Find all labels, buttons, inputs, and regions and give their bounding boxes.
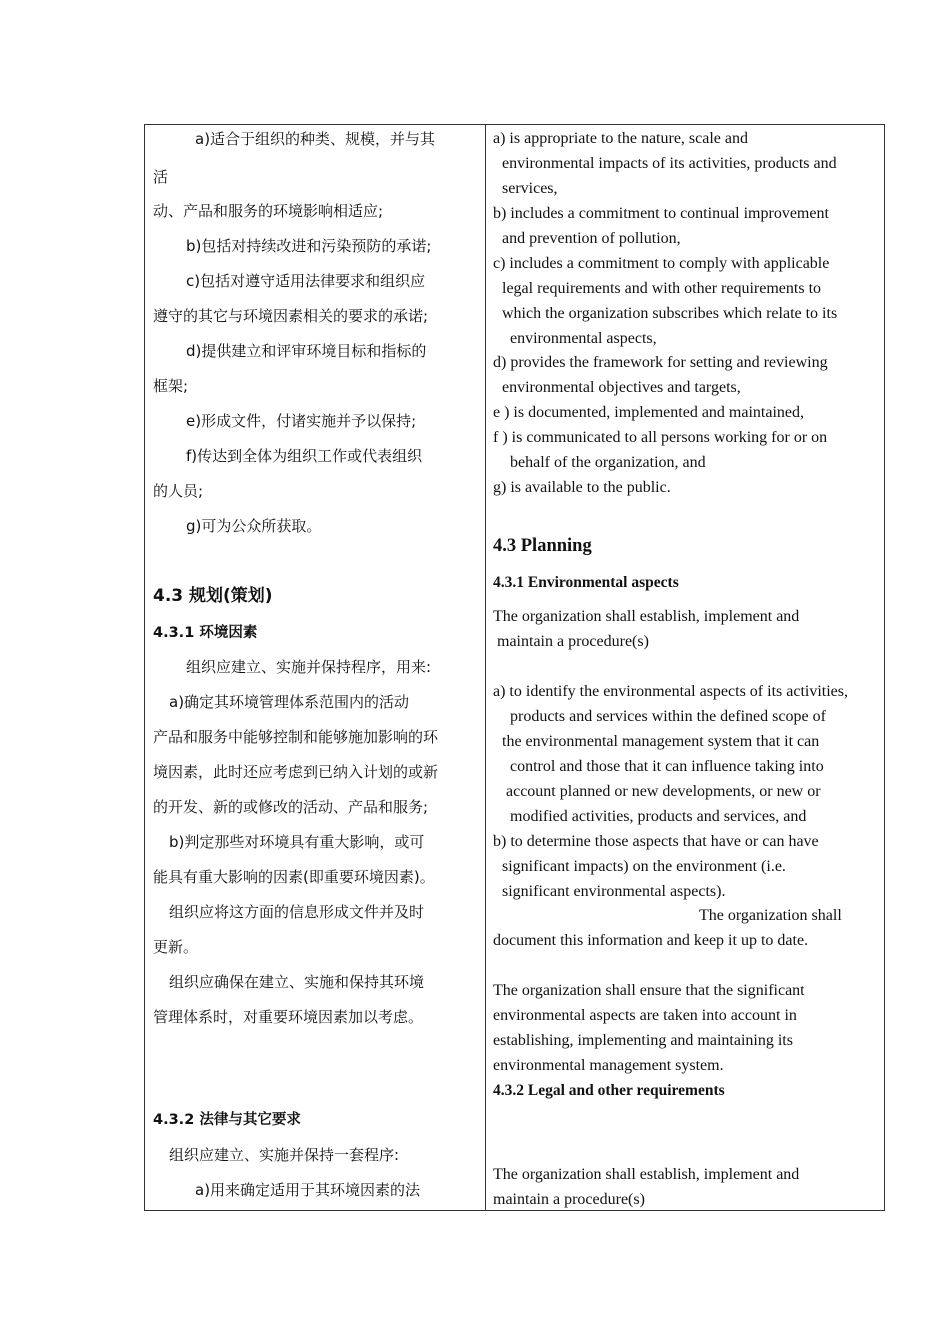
clause-4-2-c-en-cont2: which the organization subscribes which relate to its [502,305,838,322]
clause-4-3-1-b-zh: b)判定那些对环境具有重大影响，或可 [169,833,425,851]
heading-4-3-2-zh: 4.3.2 法律与其它要求 [153,1112,301,1128]
para-document-en-cont: document this information and keep it up to date. [493,932,809,949]
clause-4-2-b-zh: b)包括对持续改进和污染预防的承诺; [186,237,432,255]
chinese-column [153,125,478,1210]
para-ensure-en-cont2: establishing, implementing and maintaining its [493,1032,793,1049]
clause-4-2-d-en: d) provides the framework for setting and reviewing [493,354,828,371]
clause-4-3-1-a-en-cont2: the environmental management system that it can [502,733,820,750]
para-4-3-2-intro-zh: 组织应建立、实施并保持一套程序: [169,1146,400,1164]
para-ensure-zh: 组织应确保在建立、实施和保持其环境 [169,973,425,991]
para-document-en: The organization shall [699,907,842,924]
clause-4-2-f-zh-cont: 的人员; [153,482,204,500]
column-divider [485,125,486,1210]
para-ensure-zh-cont: 管理体系时，对重要环境因素加以考虑。 [153,1008,424,1026]
clause-4-2-a-en-cont: environmental impacts of its activities, products and [502,155,837,172]
para-document-zh-cont: 更新。 [153,938,199,956]
clause-4-3-1-b-zh-cont: 能具有重大影响的因素(即重要环境因素)。 [153,868,435,886]
clause-4-3-1-a-en: a) to identify the environmental aspects of its activities, [493,683,849,700]
para-4-3-1-intro-zh: 组织应建立、实施并保持程序，用来: [186,658,432,676]
clause-4-2-e-en: e ) is documented, implemented and maintained, [493,404,805,421]
clause-4-2-a-zh: a)适合于组织的种类、规模，并与其 [195,130,436,148]
clause-4-2-d-en-cont: environmental objectives and targets, [502,379,741,396]
clause-4-3-1-a-en-cont: products and services within the defined scope of [510,708,826,725]
bilingual-standard-table [144,124,885,1211]
clause-4-3-1-a-en-cont3: control and those that it can influence taking into [510,758,824,775]
clause-4-3-1-a-zh-cont: 产品和服务中能够控制和能够施加影响的环 [153,728,439,746]
clause-4-2-c-en: c) includes a commitment to comply with applicable [493,255,830,272]
clause-4-2-g-zh: g)可为公众所获取。 [186,517,322,535]
clause-4-2-a-en-cont2: services, [502,180,558,197]
clause-4-2-f-en: f ) is communicated to all persons working for or on [493,429,828,446]
clause-4-2-a-en: a) is appropriate to the nature, scale and [493,130,748,147]
para-4-3-1-intro-en-cont: maintain a procedure(s) [497,633,649,650]
heading-4-3-2-en: 4.3.2 Legal and other requirements [493,1082,725,1099]
para-ensure-en-cont3: environmental management system. [493,1057,724,1074]
clause-4-2-a-zh-cont: 活 [153,168,169,186]
clause-4-2-f-zh: f)传达到全体为组织工作或代表组织 [186,447,423,465]
clause-4-3-1-b-en-cont2: significant environmental aspects). [502,883,726,900]
clause-4-2-a-zh-cont2: 动、产品和服务的环境影响相适应; [153,202,384,220]
heading-4-3-1-en: 4.3.1 Environmental aspects [493,574,679,591]
clause-4-3-1-a-zh: a)确定其环境管理体系范围内的活动 [169,693,410,711]
clause-4-2-c-en-cont: legal requirements and with other requirements to [502,280,822,297]
heading-4-3-zh: 4.3 规划(策划) [153,586,273,606]
para-4-3-2-intro-en-cont: maintain a procedure(s) [493,1191,645,1208]
clause-4-2-b-en-cont: and prevention of pollution, [502,230,681,247]
clause-4-2-e-zh: e)形成文件，付诸实施并予以保持; [186,412,417,430]
clause-4-3-1-a-en-cont4: account planned or new developments, or new or [506,783,821,800]
heading-4-3-1-zh: 4.3.1 环境因素 [153,625,258,641]
clause-4-2-c-en-cont3: environmental aspects, [510,330,657,347]
clause-4-3-2-a-zh: a)用来确定适用于其环境因素的法 [195,1181,421,1199]
clause-4-2-c-zh: c)包括对遵守适用法律要求和组织应 [186,272,426,290]
clause-4-3-1-a-en-cont5: modified activities, products and services, and [510,808,807,825]
para-4-3-1-intro-en: The organization shall establish, implement and [493,608,800,625]
heading-4-3-en: 4.3 Planning [493,536,592,556]
clause-4-3-1-a-zh-cont2: 境因素，此时还应考虑到已纳入计划的或新 [153,763,439,781]
clause-4-3-1-b-en-cont: significant impacts) on the environment (i.e. [502,858,786,875]
para-document-zh: 组织应将这方面的信息形成文件并及时 [169,903,425,921]
clause-4-2-c-zh-cont: 遵守的其它与环境因素相关的要求的承诺; [153,307,429,325]
clause-4-2-d-zh: d)提供建立和评审环境目标和指标的 [186,342,427,360]
clause-4-2-d-zh-cont: 框架; [153,377,189,395]
clause-4-3-1-b-en: b) to determine those aspects that have or can have [493,833,819,850]
clause-4-2-g-en: g) is available to the public. [493,479,671,496]
para-ensure-en-cont: environmental aspects are taken into account in [493,1007,797,1024]
clause-4-2-f-en-cont: behalf of the organization, and [510,454,706,471]
para-ensure-en: The organization shall ensure that the significant [493,982,805,999]
para-4-3-2-intro-en: The organization shall establish, implement and [493,1166,800,1183]
clause-4-2-b-en: b) includes a commitment to continual improvement [493,205,829,222]
english-column [493,125,881,1210]
clause-4-3-1-a-zh-cont3: 的开发、新的或修改的活动、产品和服务; [153,798,429,816]
